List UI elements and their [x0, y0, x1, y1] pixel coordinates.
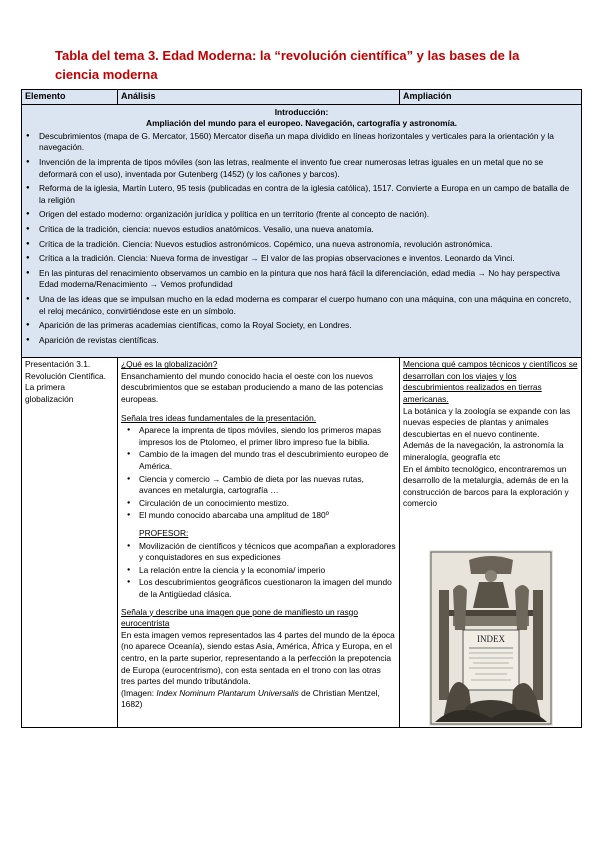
list-item: ● Descubrimientos (mapa de G. Mercator, 1560) Mercator diseña un mapa dividido en líneas horizontales y verticales para la orientación y la navegación. [39, 131, 577, 154]
ideas-list [121, 425, 396, 522]
intro-cell [22, 104, 582, 358]
extension-paragraph: La botánica y la zoología se expande con las nuevas especies de plantas y animales descubiertas en el nuevo continente. [403, 405, 571, 439]
frontispiece-engraving-image [429, 550, 553, 726]
extension-cell [400, 358, 582, 728]
answer-globalization: Ensanchamiento del mundo conocido hacia el oeste con los nuevos descubrimientos que se estaban produciendo a mano de las potencias europeas. [121, 370, 384, 405]
header-element: Elemento [22, 90, 118, 105]
intro-row [22, 104, 582, 358]
list-item: ● Aparición de revistas científicas. [39, 335, 577, 347]
list-item: ● Aparece la imprenta de tipos móviles, siendo los primeros mapas impresos los de Ptolomeo, el primer libro impreso fue la biblia. [139, 425, 396, 448]
list-item: ● Movilización de científicos y técnicos que acompañan a exploradores y conquistadores en sus expediciones [139, 541, 396, 564]
image-caption: (Imagen: Index Nominum Plantarum Universalis de Christian Mentzel, 1682) [121, 687, 380, 710]
extension-paragraph: En el ámbito tecnológico, encontraremos un desarrollo de la metalurgia, además de en la construcción de barcos para la exploración y comercio [403, 463, 569, 509]
list-item: ● Circulación de un conocimiento mestizo. [139, 498, 396, 510]
extension-paragraph: Además de la navegación, la astronomía la mineralogía, geografía etc [403, 440, 564, 463]
list-item: ● Cambio de la imagen del mundo tras el descubrimiento europeo de América. [139, 449, 396, 472]
analysis-cell [118, 358, 400, 728]
profesor-label: PROFESOR: [139, 528, 189, 538]
intro-heading: Introducción: [274, 106, 329, 117]
list-item: ● Aparición de las primeras academias científicas, como la Royal Society, en Londres. [39, 320, 577, 332]
list-item: ● Reforma de la iglesia, Martín Lutero, 95 tesis (publicadas en contra de la iglesia católica), 1517. Convierte a Europa en un campo de batalla de la religión [39, 183, 577, 206]
list-item: ● Invención de la imprenta de tipos móviles (son las letras, realmente el invento fue crear numerosas letras iguales en un metal que no se deformará con el uso), inventada por Gutenberg (1452) (y los cañones y barcos). [39, 157, 577, 180]
list-item: ● La relación entre la ciencia y la economía/ imperio [139, 565, 396, 577]
list-item: ● Ciencia y comercio → Cambio de dieta por las nuevas rutas, avances en metalurgia, cartografía … [139, 474, 396, 497]
intro-list [26, 131, 577, 347]
list-item: ● El mundo conocido abarcaba una amplitud de 180º [139, 510, 396, 522]
topic-table [21, 89, 582, 728]
element-cell [22, 358, 118, 728]
profesor-list [121, 541, 396, 601]
extension-question: Menciona qué campos técnicos y científicos se desarrollan con los viajes y los descubrimientos realizados en tierras americanas. [403, 359, 578, 405]
intro-subheading: Ampliación del mundo para el europeo. Navegación, cartografía y astronomía. [146, 118, 457, 129]
caption-work-title: Index Nominum Plantarum Universalis [156, 687, 299, 698]
table-header-row [22, 90, 582, 105]
document-title: Tabla del tema 3. Edad Moderna: la “revolución científica” y las bases de la ciencia moderna [55, 48, 520, 82]
question-eurocentric-image: Señala y describe una imagen que pone de manifiesto un rasgo eurocentrista [121, 606, 358, 629]
list-item: ● En las pinturas del renacimiento observamos un cambio en la pintura que nos hará fácil la diferenciación, edad media → No hay perspectiva Edad moderna/Renacimiento → Vemos profundidad [39, 268, 577, 291]
list-item: ● Crítica a la tradición. Ciencia: Nueva forma de investigar → El valor de las propias observaciones e inventos. Leonardo da Vinci. [39, 253, 577, 265]
question-globalization: ¿Qué es la globalización? [121, 359, 218, 370]
list-item: ● Los descubrimientos geográficos cuestionaron la imagen del mundo de la Antigüedad clásica. [139, 577, 396, 600]
element-label: Presentación 3.1. Revolución Científica. La primera globalización [25, 359, 106, 405]
answer-eurocentric-image: En esta imagen vemos representados las 4 partes del mundo de la época (no aparece Oceanía), siendo estas Asia, América, África y Europa, en el centro, en la parte superior, representando a la perfección la prepotencia de Europa (eurocentrismo), con esta sentada en el trono con las otras tres partes del mundo tributándola. [121, 629, 395, 687]
question-three-ideas: Señala tres ideas fundamentales de la presentación. [121, 412, 317, 423]
list-item: ● Crítica de la tradición. Ciencia: Nuevos estudios astronómicos. Copémico, una nueva astronomía, revolución astronómica. [39, 239, 577, 251]
list-item: ● Una de las ideas que se impulsan mucho en la edad moderna es comparar el cuerpo humano con una máquina, con una máquina en concreto, el reloj mecánico, convirtiéndose este en un símbolo. [39, 294, 577, 317]
header-analysis: Análisis [118, 90, 400, 105]
list-item: ● Origen del estado moderno: organización jurídica y política en un territorio (frente al concepto de nación). [39, 209, 577, 221]
table-row [22, 358, 582, 728]
header-extension: Ampliación [400, 90, 582, 105]
list-item: ● Crítica de la tradición, ciencia: nuevos estudios anatómicos. Vesalio, una nueva anatomía. [39, 224, 577, 236]
plate-title-text: INDEX [476, 634, 505, 644]
